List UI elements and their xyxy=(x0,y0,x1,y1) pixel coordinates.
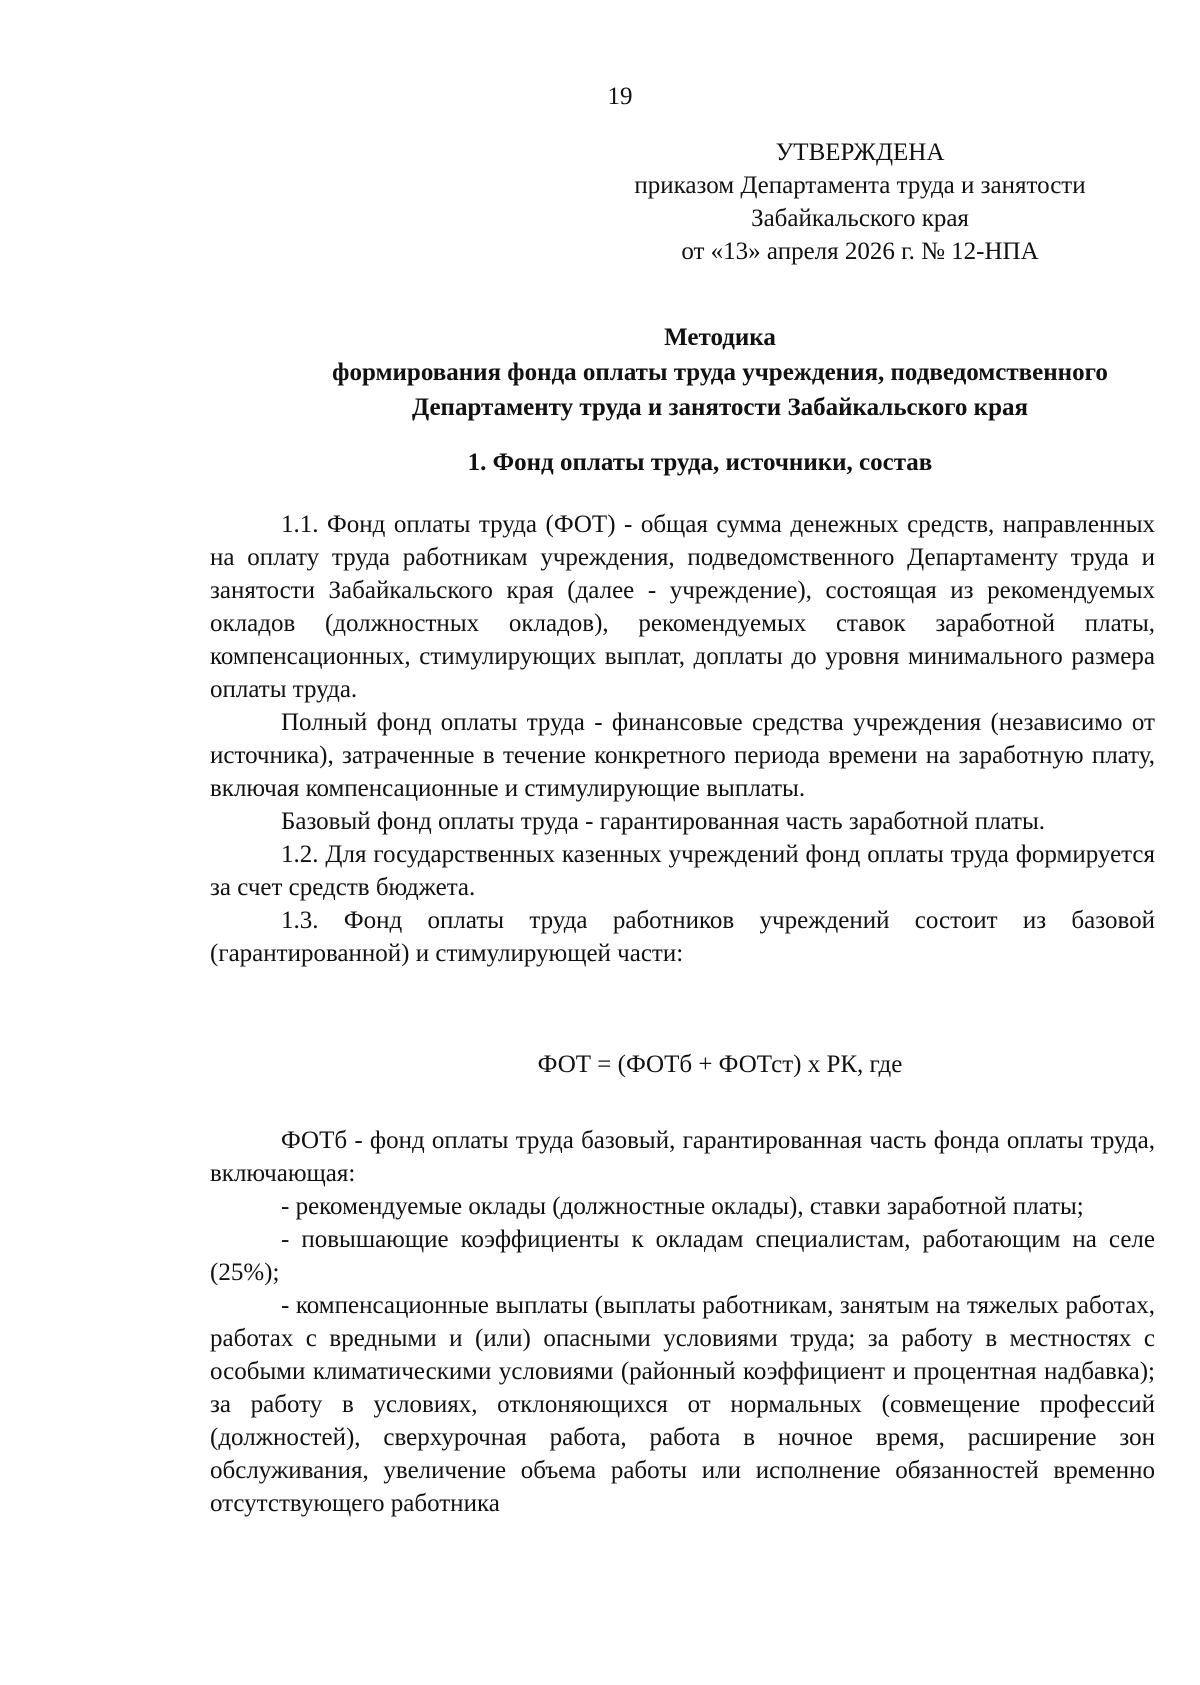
definition-paragraph: - повышающие коэффициенты к окладам специалистам, работающим на селе (25%); xyxy=(210,1226,1155,1286)
approval-title: УТВЕРЖДЕНА xyxy=(775,139,945,166)
section-heading: 1. Фонд оплаты труда, источники, состав xyxy=(467,449,933,476)
definition-paragraph: - рекомендуемые оклады (должностные оклады), ставки заработной платы; xyxy=(281,1193,1084,1220)
definition-paragraph: ФОТб - фонд оплаты труда базовый, гарантированная часть фонда оплаты труда, включающая: xyxy=(210,1127,1155,1187)
paragraph: 1.3. Фонд оплаты труда работников учреждений состоит из базовой (гарантированной) и стимулирующей части: xyxy=(210,907,1155,967)
paragraph: Полный фонд оплаты труда - финансовые средства учреждения (независимо от источника), затраченные в течение конкретного периода времени на заработную плату, включая компенсационные и стимулирующие выплаты. xyxy=(210,709,1155,802)
approval-date-number: от «13» апреля 2026 г. № 12-НПА xyxy=(681,238,1039,265)
paragraph: 1.1. Фонд оплаты труда (ФОТ) - общая сумма денежных средств, направленных на оплату труда работникам учреждения, подведомственного Департаменту труда и занятости Забайкальского края (далее - учреждение), состоящая из рекомендуемых окладов (должностных окладов), рекомендуемых ставок заработной платы, компенсационных, стимулирующих выплат, доплаты до уровня минимального размера оплаты труда. xyxy=(210,511,1155,703)
definitions-body xyxy=(210,1124,1155,1520)
title-line-1: Методика xyxy=(664,324,776,351)
definition-paragraph: - компенсационные выплаты (выплаты работникам, занятым на тяжелых работах, работах с вредными и (или) опасными условиями труда; за работу в местностях с особыми климатическими условиями (районный коэффициент и процентная надбавка); за работу в условиях, отклоняющихся от нормальных (совмещение профессий (должностей), сверхурочная работа, работа в ночное время, расширение зон обслуживания, увеличение объема работы или исполнение обязанностей временно отсутствующего работника xyxy=(210,1292,1155,1517)
document-title xyxy=(200,320,1200,425)
approval-region-line: Забайкальского края xyxy=(751,205,969,232)
paragraph: Базовый фонд оплаты труда - гарантированная часть заработной платы. xyxy=(281,808,1046,835)
section-body xyxy=(210,508,1155,970)
title-line-3: Департаменту труда и занятости Забайкальского края xyxy=(411,394,1029,421)
formula: ФОТ = (ФОТб + ФОТст) х РК, где xyxy=(537,1051,903,1078)
page-number: 19 xyxy=(607,83,633,110)
paragraph: 1.2. Для государственных казенных учреждений фонд оплаты труда формируется за счет средств бюджета. xyxy=(210,841,1155,901)
title-line-2: формирования фонда оплаты труда учреждения, подведомственного xyxy=(332,359,1108,386)
approval-stamp-block xyxy=(600,136,1120,268)
approval-order-line: приказом Департамента труда и занятости xyxy=(634,172,1086,199)
